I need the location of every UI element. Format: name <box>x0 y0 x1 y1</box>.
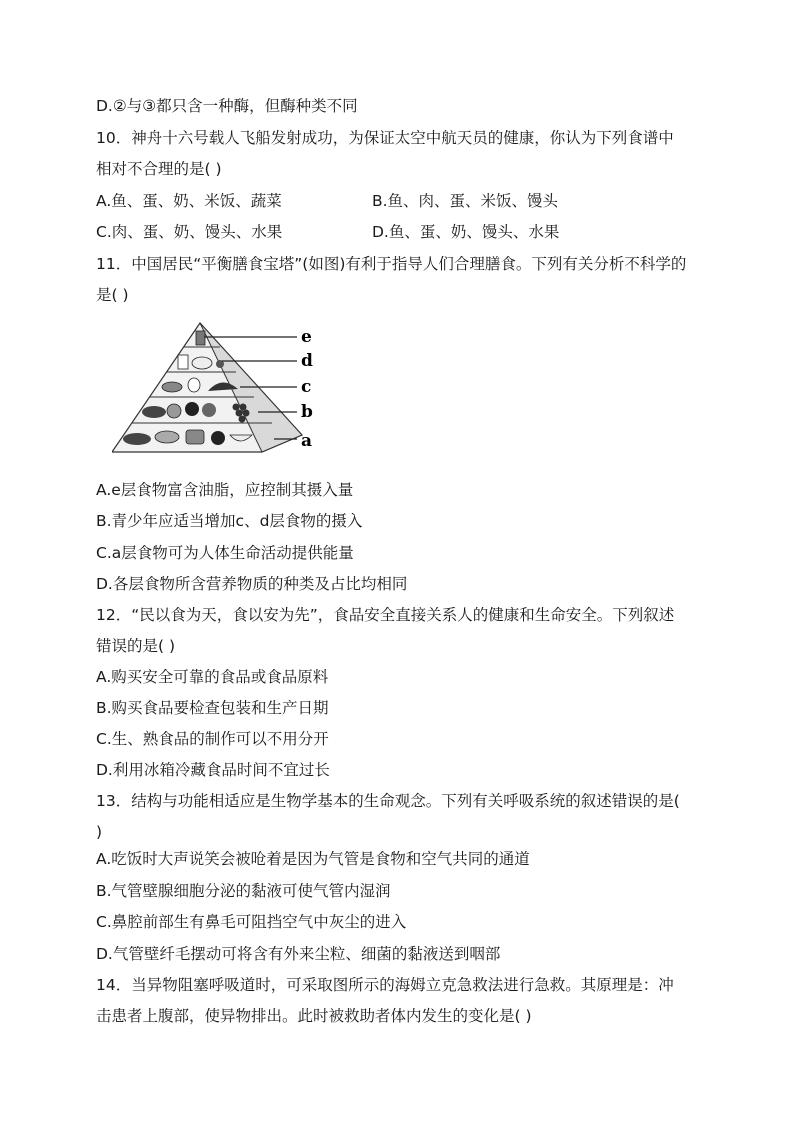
q10-stem-line1: 10．神舟十六号载人飞船发射成功，为保证太空中航天员的健康，你认为下列食谱中 <box>96 129 674 147</box>
q10-option-c: C.肉、蛋、奶、馒头、水果 <box>96 223 283 241</box>
vegetable-icon <box>185 402 199 416</box>
q13-stem-line2: ) <box>96 823 103 841</box>
q10-option-b: B.鱼、肉、蛋、米饭、馒头 <box>372 192 559 210</box>
label-a: a <box>301 431 313 451</box>
q13-option-d: D.气管壁纤毛摆动可将含有外来尘粒、细菌的黏液送到咽部 <box>96 945 501 963</box>
food-pyramid-figure <box>112 317 322 459</box>
bread-icon <box>155 431 179 443</box>
q12-option-b: B.购买食品要检查包装和生产日期 <box>96 699 329 717</box>
q14-stem-line2: 击患者上腹部，使异物排出。此时被救助者体内发生的变化是( ) <box>96 1007 532 1025</box>
label-d: d <box>301 351 313 371</box>
q9-option-d: D.②与③都只含一种酶，但酶种类不同 <box>96 97 358 115</box>
q11-stem-line2: 是( ) <box>96 286 129 304</box>
q11-option-d: D.各层食物所含营养物质的种类及占比均相同 <box>96 575 408 593</box>
q12-option-c: C.生、熟食品的制作可以不用分开 <box>96 730 329 748</box>
q11-option-b: B.青少年应适当增加c、d层食物的摄入 <box>96 512 363 530</box>
q11-stem-line1: 11．中国居民“平衡膳食宝塔”(如图)有利于指导人们合理膳食。下列有关分析不科学的 <box>96 255 687 273</box>
q12-stem-line1: 12．“民以食为天，食以安为先”，食品安全直接关系人的健康和生命安全。下列叙述 <box>96 606 675 624</box>
q12-option-a: A.购买安全可靠的食品或食品原料 <box>96 668 329 686</box>
bowl-icon <box>192 357 212 369</box>
egg-icon <box>188 378 200 392</box>
fruit-icon <box>202 403 216 417</box>
q10-option-d: D.鱼、蛋、奶、馒头、水果 <box>372 223 560 241</box>
label-c: c <box>301 377 312 397</box>
apple-icon <box>167 404 181 418</box>
q10-option-a: A.鱼、蛋、奶、米饭、蔬菜 <box>96 192 282 210</box>
milk-carton-icon <box>178 355 188 369</box>
q13-option-b: B.气管壁腺细胞分泌的黏液可使气管内湿润 <box>96 882 391 900</box>
q13-option-a: A.吃饭时大声说笑会被呛着是因为气管是食物和空气共同的通道 <box>96 850 530 868</box>
q11-option-c: C.a层食物可为人体生命活动提供能量 <box>96 544 354 562</box>
sweet-potato-icon <box>123 433 151 445</box>
q14-stem-line1: 14．当异物阻塞呼吸道时，可采取图所示的海姆立克急救法进行急救。其原理是：冲 <box>96 976 674 994</box>
corn-icon <box>211 431 225 445</box>
q10-stem-line2: 相对不合理的是( ) <box>96 160 222 178</box>
label-e: e <box>301 327 312 347</box>
steamed-bun-icon <box>186 430 204 444</box>
q12-option-d: D.利用冰箱冷藏食品时间不宜过长 <box>96 761 330 779</box>
q13-stem-line1: 13．结构与功能相适应是生物学基本的生命观念。下列有关呼吸系统的叙述错误的是( <box>96 792 680 810</box>
q11-option-a: A.e层食物富含油脂，应控制其摄入量 <box>96 481 354 499</box>
fish-icon <box>162 382 182 392</box>
q12-stem-line2: 错误的是( ) <box>96 637 176 655</box>
eggplant-icon <box>142 406 166 418</box>
label-b: b <box>301 402 313 422</box>
oil-bottle-icon <box>196 331 205 345</box>
q13-option-c: C.鼻腔前部生有鼻毛可阻挡空气中灰尘的进入 <box>96 913 407 931</box>
